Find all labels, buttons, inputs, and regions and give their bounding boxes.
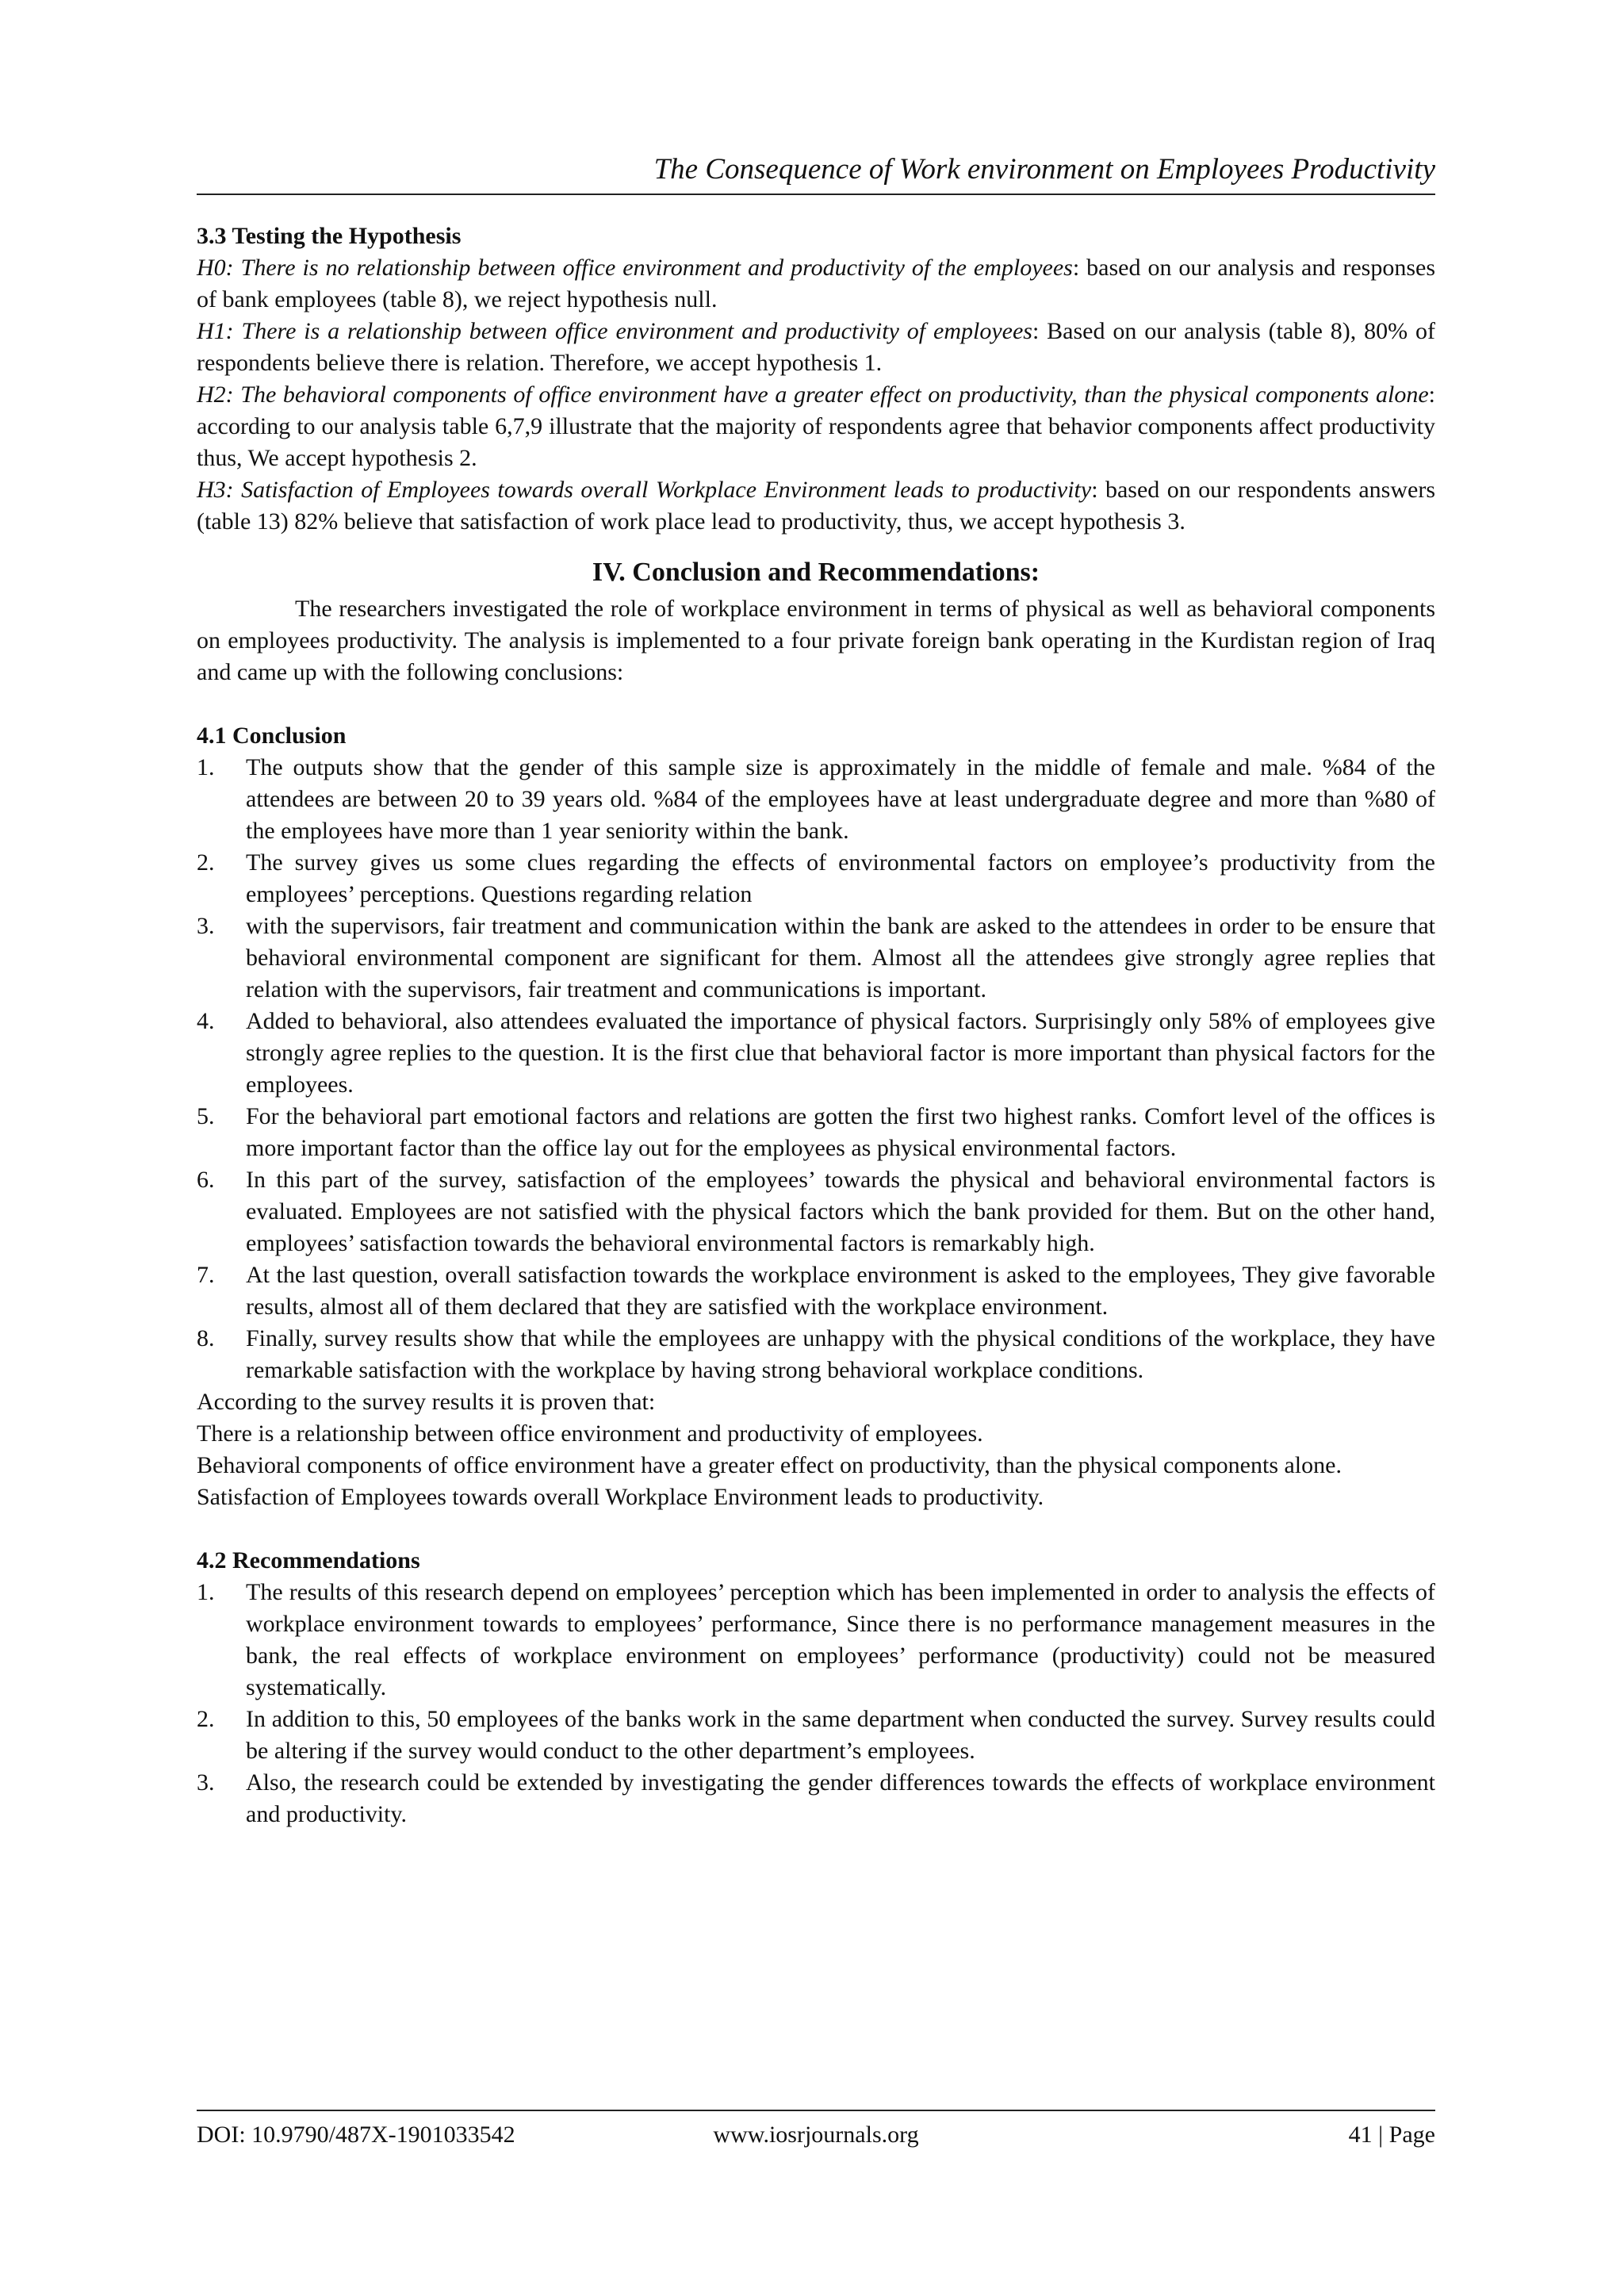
list-item <box>197 1164 1435 1259</box>
section-iv-title: IV. Conclusion and Recommendations: <box>592 558 1040 587</box>
h3-text: : based on our respondents answers (table 13) 82% believe that satisfaction of work place lead to productivity, thus, we accept hypothesis 3. <box>197 477 1435 535</box>
h1-text: : Based on our analysis (table 8), 80% of respondents believe there is relation. Therefore, we accept hypothesis 1. <box>197 318 1435 376</box>
list-text: At the last question, overall satisfaction towards the workplace environment is asked to the employees, They give favorable results, almost all of them declared that they are satisfied with the workplace environment. <box>246 1262 1435 1320</box>
list-number: 1. <box>197 1579 215 1605</box>
list-text: In addition to this, 50 employees of the banks work in the same department when conducted the survey. Survey results could be altering if the survey would conduct to the other department’s employees. <box>246 1706 1435 1764</box>
h2-text: : according to our analysis table 6,7,9 illustrate that the majority of respondents agree that behavior components affect productivity thus, We accept hypothesis 2. <box>197 381 1435 471</box>
conclusion-summary-line: There is a relationship between office environment and productivity of employees. <box>197 1420 983 1447</box>
list-number: 2. <box>197 849 215 876</box>
h2-label: H2: The behavioral components of office environment have a greater effect on productivity, than the physical components alone <box>197 381 1429 408</box>
list-text: For the behavioral part emotional factors and relations are gotten the first two highest ranks. Comfort level of the offices is more important factor than the office lay out for the employees as physical environmental factors. <box>246 1103 1435 1161</box>
list-text: In this part of the survey, satisfaction of the employees’ towards the physical and behavioral environmental factors is evaluated. Employees are not satisfied with the physical factors which the bank provided for them. But on the other hand, employees’ satisfaction towards the behavioral environmental factors is remarkably high. <box>246 1167 1435 1256</box>
list-text: The survey gives us some clues regarding the effects of environmental factors on employee’s productivity from the employees’ perceptions. Questions regarding relation <box>246 849 1435 907</box>
footer-journal-site: www.iosrjournals.org <box>713 2122 919 2148</box>
list-number: 3. <box>197 1769 215 1796</box>
list-text: The results of this research depend on employees’ perception which has been implemented in order to analysis the effects of workplace environment towards to employees’ performance, Since there is no performance management measures in the bank, the real effects of workplace environment on employees’ performance (productivity) could not be measured systematically. <box>246 1579 1435 1700</box>
list-item <box>197 1767 1435 1830</box>
section-4-1-heading: 4.1 Conclusion <box>197 723 347 749</box>
h0-text: : based on our analysis and responses of bank employees (table 8), we reject hypothesis null. <box>197 255 1435 312</box>
footer-rule <box>197 2110 1435 2111</box>
list-text: The outputs show that the gender of this sample size is approximately in the middle of female and male. %84 of the attendees are between 20 to 39 years old. %84 of the employees have at least undergraduate degree and more than %80 of the employees have more than 1 year seniority within the bank. <box>246 754 1435 844</box>
recommendations-list <box>197 1577 1435 1830</box>
section-iv-intro: The researchers investigated the role of workplace environment in terms of physical as well as behavioral components on employees productivity. The analysis is implemented to a four private foreign bank operating in the Kurdistan region of Iraq and came up with the following conclusions: <box>197 596 1435 685</box>
list-number: 8. <box>197 1325 215 1351</box>
hypothesis-h3 <box>197 474 1435 538</box>
list-text: Finally, survey results show that while the employees are unhappy with the physical conditions of the workplace, they have remarkable satisfaction with the workplace by having strong behavioral workplace conditions. <box>246 1325 1435 1383</box>
page-content <box>197 220 1435 1830</box>
page-footer <box>197 2119 1435 2151</box>
list-item <box>197 1259 1435 1323</box>
footer-page-number: 41 | Page <box>1348 2122 1435 2148</box>
h1-label: H1: There is a relationship between office environment and productivity of employees <box>197 318 1032 344</box>
list-number: 4. <box>197 1008 215 1034</box>
list-number: 7. <box>197 1262 215 1288</box>
list-item <box>197 1577 1435 1704</box>
hypothesis-h2 <box>197 379 1435 474</box>
spacer <box>197 688 1435 720</box>
list-number: 3. <box>197 913 215 939</box>
list-item <box>197 847 1435 910</box>
running-header: The Consequence of Work environment on Employees Productivity <box>653 153 1435 186</box>
list-item <box>197 1101 1435 1164</box>
hypothesis-h1 <box>197 316 1435 379</box>
conclusion-list <box>197 752 1435 1386</box>
list-item <box>197 910 1435 1006</box>
list-text: with the supervisors, fair treatment and communication within the bank are asked to the attendees in order to be ensure that behavioral environmental component are significant for them. Almost all the attendees give strongly agree replies that relation with the supervisors, fair treatment and communications is important. <box>246 913 1435 1002</box>
conclusion-summary-line: Satisfaction of Employees towards overall Workplace Environment leads to productivity. <box>197 1484 1044 1510</box>
list-text: Added to behavioral, also attendees evaluated the importance of physical factors. Surprisingly only 58% of employees give strongly agree replies to the question. It is the first clue that behavioral factor is more important than physical factors for the employees. <box>246 1008 1435 1098</box>
list-item <box>197 1704 1435 1767</box>
list-item <box>197 1323 1435 1386</box>
conclusion-summary-line: Behavioral components of office environment have a greater effect on productivity, than the physical components alone. <box>197 1452 1342 1478</box>
list-item <box>197 752 1435 847</box>
list-number: 6. <box>197 1167 215 1193</box>
h3-label: H3: Satisfaction of Employees towards overall Workplace Environment leads to productivity <box>197 477 1092 503</box>
header-rule <box>197 194 1435 195</box>
conclusion-summary-line: According to the survey results it is proven that: <box>197 1389 656 1415</box>
list-item <box>197 1006 1435 1101</box>
list-number: 1. <box>197 754 215 780</box>
h0-label: H0: There is no relationship between office environment and productivity of the employees <box>197 255 1073 281</box>
spacer <box>197 1513 1435 1545</box>
hypothesis-h0 <box>197 252 1435 316</box>
section-4-2-heading: 4.2 Recommendations <box>197 1547 420 1573</box>
section-3-3-heading: 3.3 Testing the Hypothesis <box>197 223 462 249</box>
list-number: 5. <box>197 1103 215 1129</box>
list-number: 2. <box>197 1706 215 1732</box>
footer-doi: DOI: 10.9790/487X-1901033542 <box>197 2122 515 2148</box>
list-text: Also, the research could be extended by investigating the gender differences towards the effects of workplace environment and productivity. <box>246 1769 1435 1827</box>
